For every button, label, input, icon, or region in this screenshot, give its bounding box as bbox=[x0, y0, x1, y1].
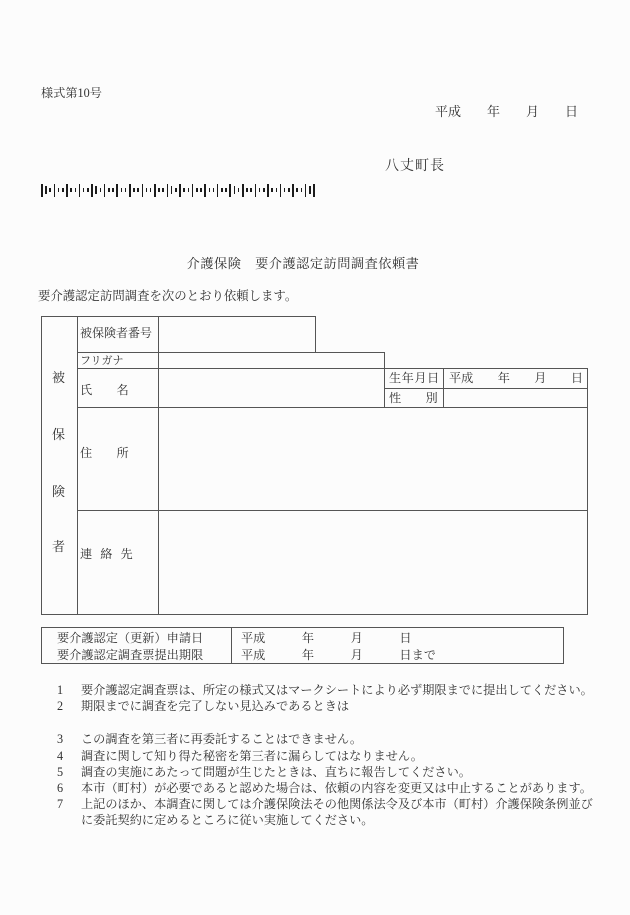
application-date-label: 要介護認定（更新）申請日 bbox=[57, 631, 204, 645]
table-border-bottom bbox=[41, 614, 588, 615]
application-date-value: 平成 年 月 日 bbox=[241, 631, 412, 645]
side-label-char-1: 被 bbox=[52, 370, 66, 385]
furigana-label: フリガナ bbox=[80, 355, 124, 367]
note-number: 7 bbox=[57, 797, 64, 812]
contact-label: 連 絡 先 bbox=[80, 547, 133, 561]
header-date: 平成 年 月 日 bbox=[435, 104, 579, 119]
note-item-1 bbox=[45, 682, 601, 698]
note-text: 調査の実施にあたって問題が生じたときは、直ちに報告してください。 bbox=[81, 764, 471, 779]
note-text: 本市（町村）が必要であると認めた場合は、依頼の内容を変更又は中止することがあります。 bbox=[81, 781, 592, 796]
name-field bbox=[159, 369, 384, 407]
gender-field bbox=[444, 389, 587, 407]
gender-label: 性 別 bbox=[389, 391, 438, 405]
insured-number-label: 被保険者番号 bbox=[80, 326, 153, 340]
submission-deadline-label: 要介護認定調査票提出期限 bbox=[57, 648, 204, 662]
side-label-char-2: 保 bbox=[52, 427, 66, 442]
note-item-7 bbox=[45, 796, 601, 828]
schedule-table-divider bbox=[231, 627, 232, 664]
birthdate-label: 生年月日 bbox=[389, 371, 440, 385]
table-border-right bbox=[587, 368, 588, 615]
note-text: この調査を第三者に再委託することはできません。 bbox=[81, 732, 363, 747]
form-number: 様式第10号 bbox=[41, 86, 102, 100]
address-label: 住 所 bbox=[80, 446, 129, 460]
note-item-6 bbox=[45, 780, 601, 796]
table-rule-number-right bbox=[315, 316, 316, 353]
note-number: 5 bbox=[57, 764, 64, 779]
side-label-char-4: 者 bbox=[52, 539, 66, 554]
table-rule-side-column bbox=[77, 316, 78, 615]
name-label: 氏 名 bbox=[80, 383, 129, 397]
note-item-2 bbox=[45, 698, 601, 714]
table-border-left bbox=[41, 316, 42, 615]
note-number: 4 bbox=[57, 748, 64, 763]
note-item-3 bbox=[45, 731, 601, 747]
note-number: 1 bbox=[57, 683, 64, 697]
insured-number-field bbox=[159, 317, 315, 352]
notes-list bbox=[45, 682, 601, 829]
intro-text: 要介護認定訪問調査を次のとおり依頼します。 bbox=[38, 289, 298, 303]
note-item-5 bbox=[45, 764, 601, 780]
note-number: 3 bbox=[57, 732, 64, 747]
note-text: 上記のほか、本調査に関しては介護保険法その他関係法令及び本市（町村）介護保険条例並びに委託契約に定めるところに従い実施してください。 bbox=[81, 797, 593, 828]
addressee: 八丈町長 bbox=[385, 159, 445, 174]
table-rule-furigana-right bbox=[384, 352, 385, 408]
note-text: 要介護認定調査票は、所定の様式又はマークシートにより必ず期限までに提出してください。 bbox=[81, 683, 593, 697]
document-title: 介護保険 要介護認定訪問調査依頼書 bbox=[186, 256, 420, 271]
note-number: 6 bbox=[57, 781, 64, 796]
submission-deadline-value: 平成 年 月 日まで bbox=[241, 648, 436, 662]
contact-field bbox=[159, 511, 587, 614]
note-number: 2 bbox=[57, 699, 64, 714]
address-field bbox=[159, 408, 587, 510]
side-label-char-3: 険 bbox=[52, 484, 66, 499]
postal-barcode-icon bbox=[41, 183, 317, 197]
birthdate-value: 平成 年 月 日 bbox=[449, 371, 584, 385]
note-text: 期限までに調査を完了しない見込みであるときは bbox=[81, 699, 350, 714]
furigana-field bbox=[159, 353, 384, 368]
note-text: 調査に関して知り得た秘密を第三者に漏らしてはなりません。 bbox=[81, 748, 423, 763]
note-item-4 bbox=[45, 748, 601, 764]
